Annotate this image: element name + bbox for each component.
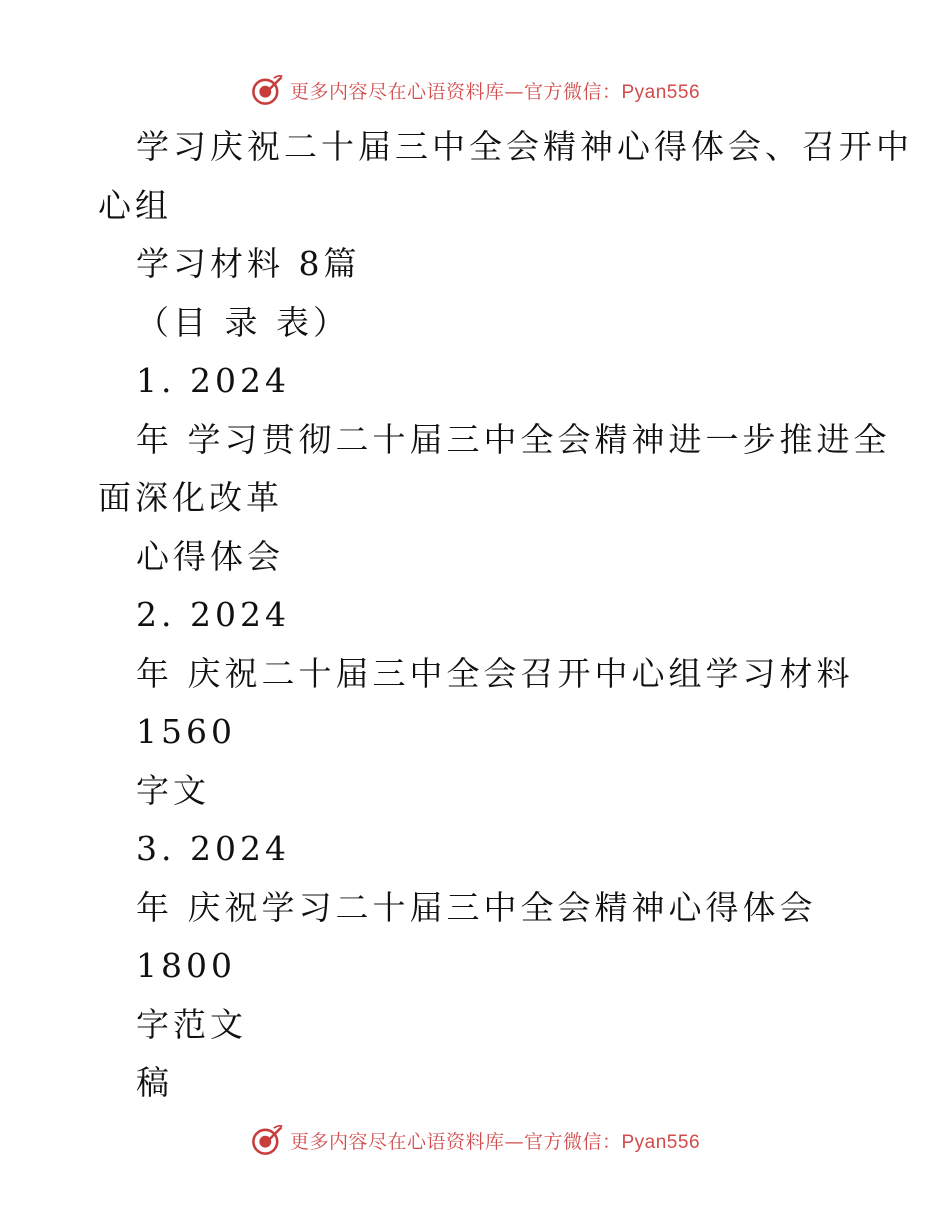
footer-banner-text-cn: 更多内容尽在心语资料库—官方微信： <box>289 1130 622 1153</box>
header-banner <box>0 70 950 110</box>
toc-heading: （目 录 表） <box>136 302 350 342</box>
toc-item-3-wordcount: 1800 <box>136 946 236 985</box>
header-banner-text <box>290 77 700 104</box>
document-body <box>98 118 913 1113</box>
footer-banner-text <box>290 1127 700 1154</box>
toc-item-1-title-line-2: 面深化改革 <box>98 478 283 517</box>
document-title-line-2: 心组 <box>98 185 172 225</box>
document-title-line-1: 学习庆祝二十届三中全会精神心得体会、召开中 <box>136 127 913 166</box>
toc-item-1-title-line-1: 年 学习贯彻二十届三中全会精神进一步推进全 <box>136 419 891 459</box>
toc-item-2-wordcount: 1560 <box>136 712 236 751</box>
toc-item-2-number: 2. 2024 <box>136 595 290 634</box>
toc-item-3-number: 3. 2024 <box>136 829 290 868</box>
pen-quill-logo-icon <box>250 1123 284 1157</box>
header-banner-text-en: Pyan556 <box>621 81 701 103</box>
toc-item-3-suffix-2: 稿 <box>136 1063 173 1102</box>
toc-item-3-title: 年 庆祝学习二十届三中全会精神心得体会 <box>136 887 817 927</box>
footer-banner-text-en: Pyan556 <box>621 1131 701 1153</box>
header-banner-text-cn: 更多内容尽在心语资料库—官方微信： <box>289 80 622 103</box>
toc-item-1-title-line-3: 心得体会 <box>136 536 284 576</box>
toc-item-3-suffix: 字范文 <box>136 1004 247 1044</box>
toc-item-2-title: 年 庆祝二十届三中全会召开中心组学习材料 <box>136 653 854 693</box>
toc-item-1-number: 1. 2024 <box>136 361 290 400</box>
footer-banner <box>0 1120 950 1160</box>
document-subtitle: 学习材料 8篇 <box>136 244 361 283</box>
toc-item-2-suffix: 字文 <box>136 770 210 810</box>
pen-quill-logo-icon <box>250 73 284 107</box>
